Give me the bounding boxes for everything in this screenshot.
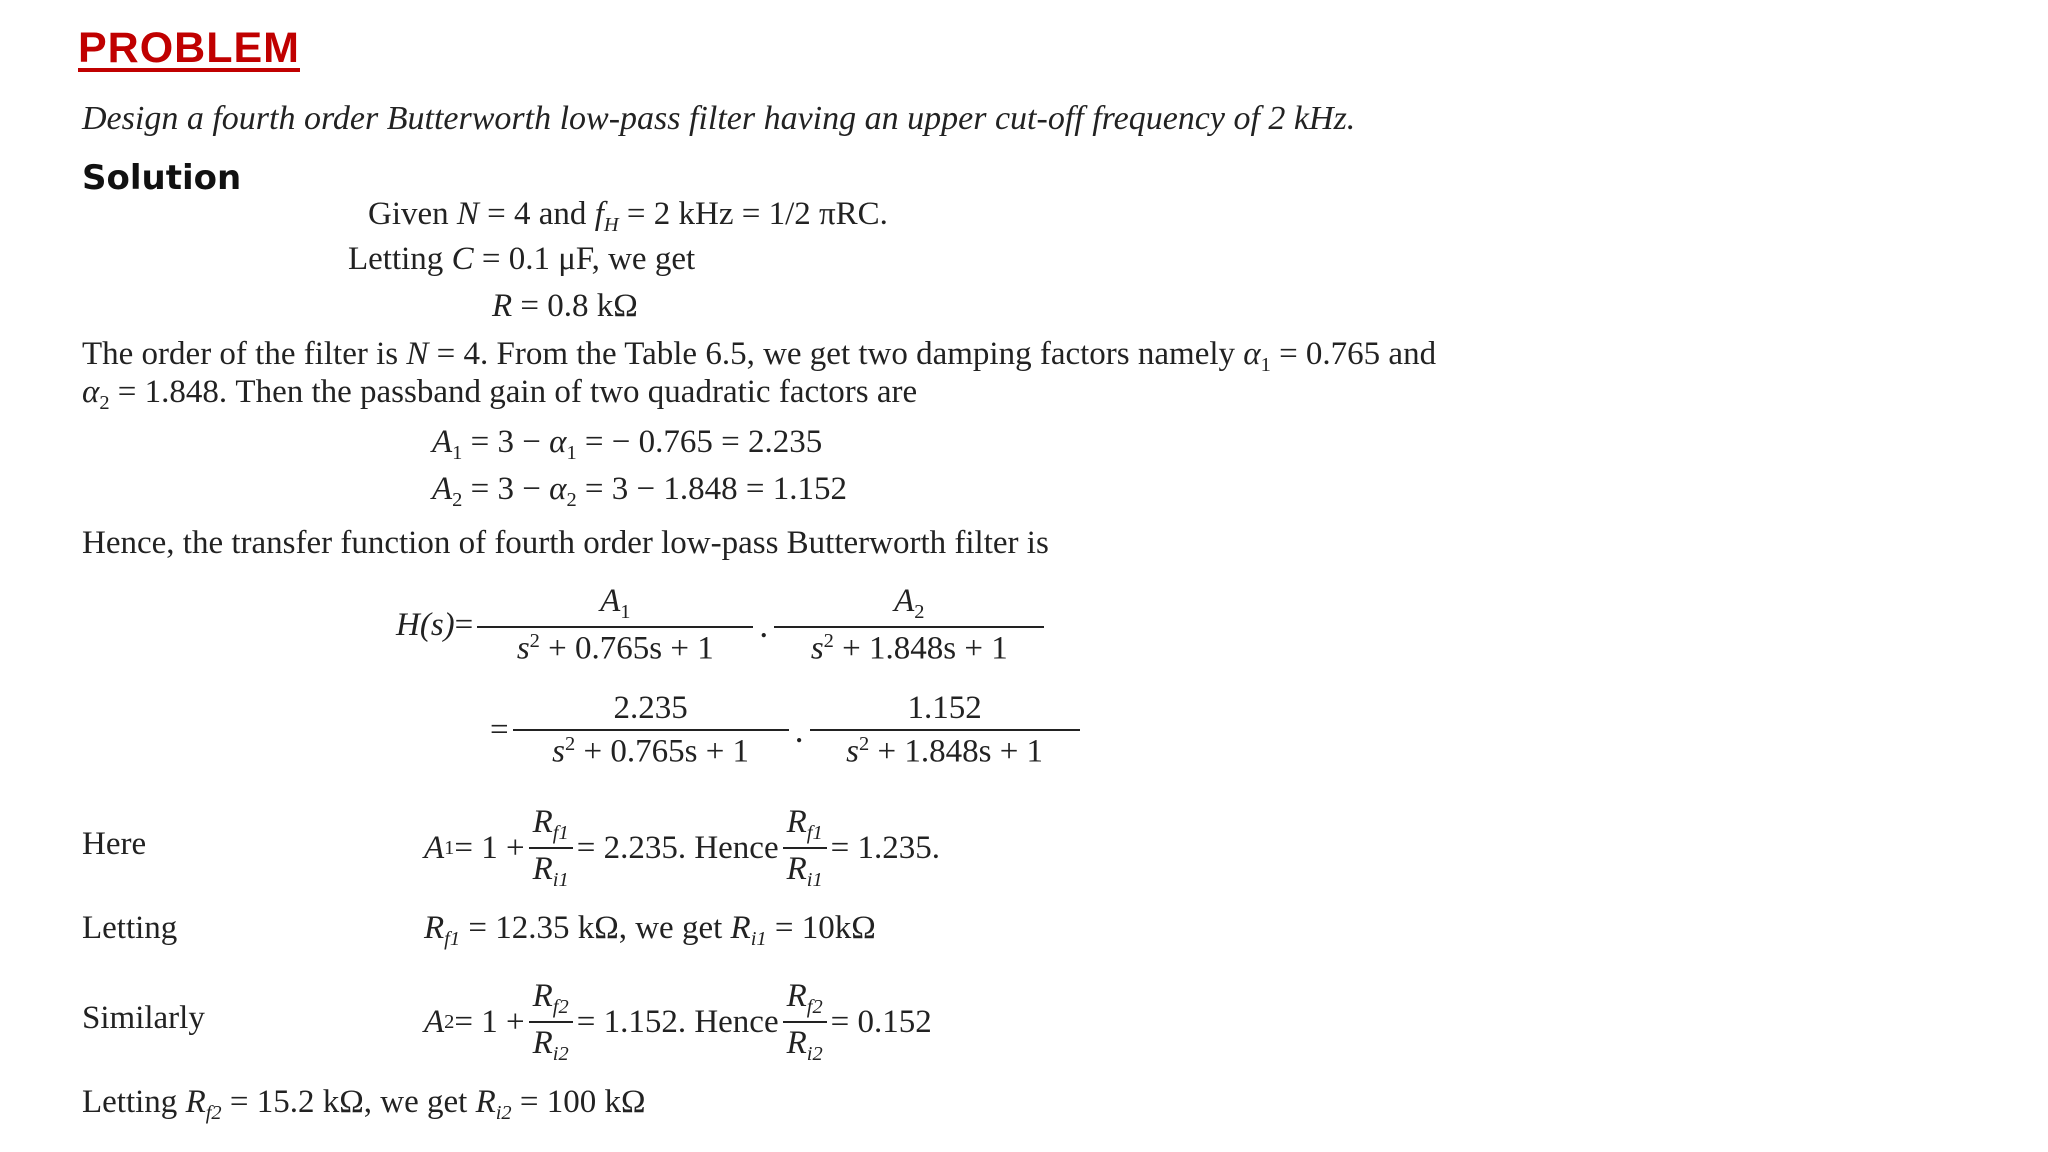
- r-value-line: R = 0.8 kΩ: [492, 288, 638, 324]
- transfer-function-numeric: = $\frac{2.235}{s^2 + 0.765s + 1}$ . $\frac{1.152}{s^2 + 1.848s + 1}$: [490, 690, 1084, 770]
- order-paragraph-line2: $\alpha_2 = 1.848$. Then the passband gain of two quadratic factors are: [82, 374, 918, 415]
- fraction-4: $\frac{1.152}{s^2 + 1.848s + 1}$: [810, 690, 1080, 770]
- given-line: Given N = 4 and $f_H = 2$ kHz = 1/2 πRC.: [368, 196, 888, 237]
- transfer-function-symbolic: H(s) = $\frac{A_1}{s^2 + 0.765s + 1}$ . $\frac{A_2}{s^2 + 1.848s + 1}$: [396, 583, 1048, 667]
- solution-heading: Solution: [82, 158, 242, 198]
- fraction-2: $\frac{A_2}{s^2 + 1.848s + 1}$: [774, 583, 1044, 667]
- similarly-label: Similarly: [82, 1000, 205, 1036]
- letting-c-line: Letting C = 0.1 μF, we get: [348, 241, 696, 277]
- letting-label: Letting: [82, 910, 178, 946]
- problem-title: PROBLEM: [78, 24, 300, 72]
- rf1-ri1-fraction: $\frac{R_{f1}}{R_{i1}}$: [529, 804, 573, 892]
- similarly-equation: A 2 = 1 + $\frac{R_{f2}}{R_{i2}}$ = 1.152. Hence $\frac{R_{f2}}{R_{i2}}$ = 0.152: [424, 978, 932, 1066]
- here-label: Here: [82, 826, 147, 862]
- here-equation: A 1 = 1 + $\frac{R_{f1}}{R_{i1}}$ = 2.235. Hence $\frac{R_{f1}}{R_{i1}}$ = 1.235.: [424, 804, 941, 892]
- fraction-3: $\frac{2.235}{s^2 + 0.765s + 1}$: [513, 690, 789, 770]
- gain-a2-line: $A_2 = 3 - \alpha_2 = 3 - 1.848 = 1.152$: [432, 471, 848, 512]
- problem-statement: Design a fourth order Butterworth low-pass filter having an upper cut-off frequency of 2 kHz.: [82, 100, 1356, 137]
- letting-rf1-equation: $R_{f1} = 12.35$ kΩ, we get $R_{i1} = 10k\Omega$: [424, 910, 876, 951]
- order-paragraph-line1: The order of the filter is N = 4. From the Table 6.5, we get two damping factors namely $\alpha_1 = 0.765$ and: [82, 336, 1437, 377]
- gain-a1-line: $A_1 = 3 - \alpha_1$ = − 0.765 = 2.235: [432, 424, 823, 465]
- rf1-ri1-fraction-2: $\frac{R_{f1}}{R_{i1}}$: [783, 804, 827, 892]
- rf2-ri2-fraction-2: $\frac{R_{f2}}{R_{i2}}$: [783, 978, 827, 1066]
- transfer-intro: Hence, the transfer function of fourth order low-pass Butterworth filter is: [82, 525, 1049, 561]
- rf2-ri2-fraction: $\frac{R_{f2}}{R_{i2}}$: [529, 978, 573, 1066]
- fraction-1: $\frac{A_1}{s^2 + 0.765s + 1}$: [477, 583, 753, 667]
- final-line: Letting $R_{f2} = 15.2$ kΩ, we get $R_{i2} = 100$ kΩ: [82, 1084, 646, 1125]
